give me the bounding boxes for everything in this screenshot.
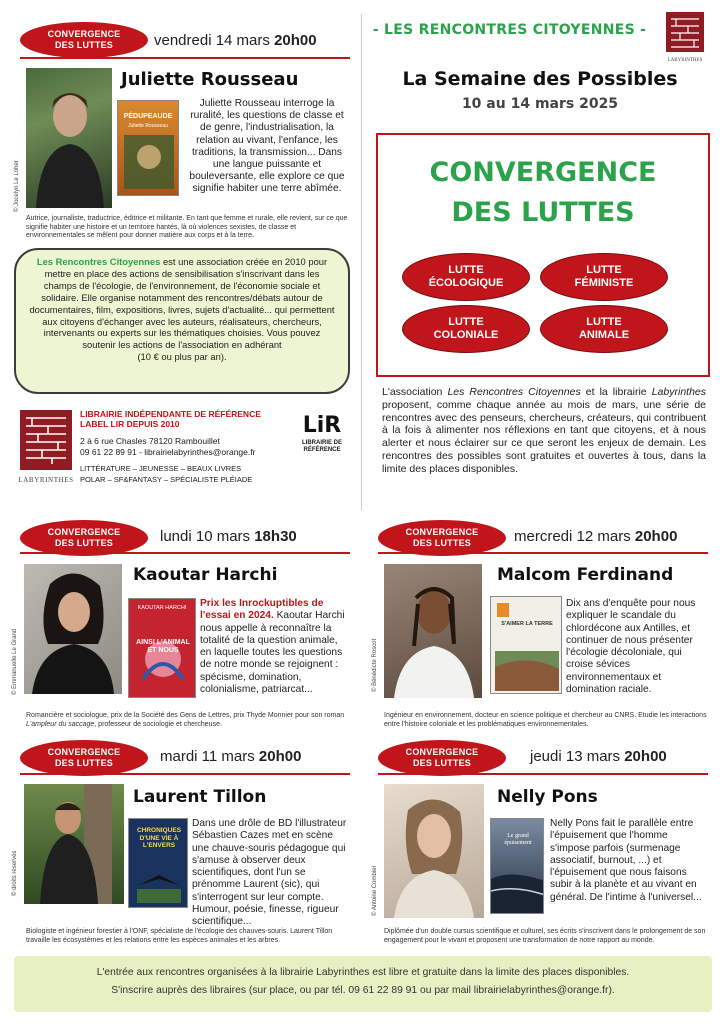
lutte-label: ANIMALE [578, 329, 630, 341]
author-bio: Biologiste et ingénieur forestier à l'ONF, spécialiste de l'écologie des chauves-souris. Laurent Tillon travaille les écosystèmes et les relations entre les espèces animales et les arbres. [26, 928, 333, 944]
librairie-info [80, 409, 290, 485]
book-art-icon [491, 597, 562, 694]
brand-title: - LES RENCONTRES CITOYENNES - [372, 22, 647, 38]
description-text: Kaoutar Harchi nous appelle à reconnaître la totalité de la question animale, en laquelle toutes les questions de notre monde se rejoignent : spécisme, domination, colonialisme, patriarcat... [200, 610, 345, 696]
lutte-animale [540, 305, 668, 353]
book-title: Le grand épuisement [504, 833, 532, 846]
badge-line2: DES LUTTES [54, 538, 113, 548]
author-bio: Ingénieur en environnement, docteur en science politique et chercheur au CNRS. Etudie les interactions entre l'histoire coloniale et les problématiques environnementales. [384, 712, 707, 728]
lutte-label: ÉCOLOGIQUE [428, 277, 504, 289]
book-author: Juliette Rousseau [128, 123, 168, 129]
event-date [530, 748, 667, 765]
bio-book: L'ampleur du saccage [26, 720, 95, 728]
portrait-icon [26, 68, 112, 208]
intro-text [382, 386, 706, 476]
divider [20, 57, 350, 59]
event-date [160, 748, 301, 765]
lutte-ecologique [402, 253, 530, 301]
lutte-coloniale [402, 305, 530, 353]
convergence-title-1: CONVERGENCE [429, 157, 657, 188]
photo-credit: © Antoine Combier [372, 865, 378, 916]
portrait-icon [384, 784, 484, 918]
event-description: Juliette Rousseau interroge la ruralité, les questions de classe et de genre, l'industrialisation, la relation au vivant, l'enfance, les traditions, la transmission... Dans une langue puissante et bouleversante, elle explore ce que signifie habiter une terre abîmée. [189, 98, 345, 195]
lutte-label: FÉMINISTE [574, 277, 634, 289]
association-text: est une association créée en 2010 pour mettre en place des actions de sensibilisation s'inscrivant dans les champs de l'écologie, de l'environnement, de l'économie sociale et solidaire. Elle organise notamment des rencontres/débats autour de documentaires, film, expositions, livres, sujets d'actualité... qui permettent aux citoyens d'échanger avec les auteurs, réalisateurs, chercheurs, intervenants ou experts sur les thématiques choisies. [29, 256, 335, 339]
author-photo [24, 784, 124, 904]
association-fee: (10 € ou plus par an). [137, 351, 227, 363]
book-cover [128, 818, 188, 908]
divider [20, 773, 350, 775]
footer-line2: S'inscrire auprès des libraires (sur place, ou par tél. 09 61 22 89 91 ou par mail librairielabyrinthes@orange.fr). [111, 985, 615, 996]
footer-line1: L'entrée aux rencontres organisées à la librairie Labyrinthes est libre et gratuite dans la limite des places disponibles. [96, 967, 630, 978]
book-title: S'AIMER LA TERRE [501, 621, 553, 627]
event-date [514, 528, 677, 545]
photo-credit: © Jocelyn Le Loher [14, 160, 20, 212]
convergence-title-2: DES LUTTES [451, 197, 635, 228]
intro-part: et la librairie [585, 386, 647, 398]
librairie-contact: 09 61 22 89 91 - librairielabyrinthes@orange.fr [80, 447, 256, 457]
event-description: Nelly Pons fait le parallèle entre l'épuisement que l'homme s'impose parfois (surmenage associatif, burnout, ...) et l'épuisement que nous faisons subir à la planète et au vivant en général. De l'intime à l'universel... [550, 818, 702, 903]
association-name: Les Rencontres Citoyennes [36, 256, 161, 267]
librairie-line2: LABEL LIR DEPUIS 2010 [80, 419, 180, 429]
author-name: Malcom Ferdinand [497, 565, 674, 585]
time-text: 20h00 [624, 748, 667, 765]
author-bio: Diplômée d'un double cursus scientifique et culturel, ses écrits s'inscrivent dans le prolongement de son engagement pour le vivant et proposent une transformation de notre rapport au monde. [384, 928, 706, 944]
intro-part: L'association [382, 386, 443, 398]
lir-caption: LIBRAIRIE DE RÉFÉRENCE [301, 440, 342, 453]
logo-label: LABYRINTHES [667, 58, 703, 63]
event-description [200, 598, 350, 696]
labyrinth-icon [18, 408, 74, 472]
labyrinth-icon [664, 10, 706, 54]
lutte-label: LUTTE [586, 264, 622, 276]
intro-lib: Labyrinthes [651, 386, 707, 398]
book-title: AINSI L'ANIMAL ET NOUS [136, 639, 190, 654]
time-text: 18h30 [254, 528, 297, 545]
book-cover [128, 598, 196, 698]
convergence-badge [20, 520, 148, 556]
page-title: La Semaine des Possibles [402, 68, 678, 90]
lir-logo [294, 414, 350, 484]
badge-line2: DES LUTTES [54, 40, 113, 50]
author-name: Nelly Pons [497, 787, 598, 807]
date-text: vendredi 14 mars [154, 32, 270, 49]
bio-text: Romancière et sociologue, prix de la Société des Gens de Lettres, prix Thyde Monnier pour son roman [26, 712, 345, 719]
bio-text: , professeur de sociologie et chercheuse. [94, 720, 222, 728]
photo-credit: © droits réservés [12, 850, 18, 896]
event-description: Dans une drôle de BD l'illustrateur Sébastien Cazes met en scène une chauve-souris pédagogue qui s'amuse à observer deux scientifiques, dont l'un se prénomme Laurent (sic), qui s'interrogent sur leur compte. Humour, poésie, finesse, rigueur scientifique... [192, 818, 347, 928]
divider [378, 773, 708, 775]
column-divider [361, 14, 362, 510]
lutte-label: LUTTE [448, 264, 484, 276]
convergence-badge [20, 22, 148, 58]
date-text: jeudi 13 mars [530, 748, 621, 765]
date-text: mardi 11 mars [160, 748, 255, 765]
time-text: 20h00 [274, 32, 317, 49]
librairie-genres1: LITTÉRATURE – JEUNESSE – BEAUX LIVRES [80, 464, 242, 473]
time-text: 20h00 [634, 528, 678, 545]
badge-line1: CONVERGENCE [47, 527, 121, 537]
book-title: PÉDUPEAUDE [123, 113, 173, 120]
intro-part: proposent, comme chaque année au mois de mars, une série de rencontres avec des penseurs, chercheurs, créateurs, qui contribuent à la fois à alimenter nos réflexions en tant que citoyens, et à nous alerter et nous éclairer sur ce que seront les enjeux de demain. Les rencontres des possibles sont gratuites et ouvertes à tous, dans la limite des places disponibles. [382, 398, 706, 475]
header-logo [664, 10, 706, 62]
badge-line1: CONVERGENCE [47, 29, 121, 39]
event-description: Dix ans d'enquête pour nous expliquer le scandale du chlordécone aux Antilles, et continuer de nous présenter l'écologie décoloniale, qui croise sévices environnementaux et domination raciale. [566, 598, 696, 696]
convergence-badge [378, 740, 506, 776]
lutte-feministe [540, 253, 668, 301]
lutte-label: COLONIALE [433, 329, 499, 341]
lutte-label: LUTTE [448, 316, 484, 328]
divider [378, 552, 708, 554]
portrait-icon [384, 564, 482, 698]
convergence-box [376, 133, 710, 377]
association-support: Vous pouvez soutenir les actions de l'association en adhérant [82, 327, 321, 351]
author-name: Juliette Rousseau [121, 69, 299, 90]
divider [20, 552, 350, 554]
book-cover [490, 818, 544, 914]
event-date [160, 528, 297, 545]
author-name: Laurent Tillon [133, 787, 267, 807]
author-bio [26, 712, 352, 729]
convergence-badge [378, 520, 506, 556]
author-photo [24, 564, 122, 694]
author-photo [26, 68, 112, 208]
book-art-icon [118, 101, 179, 196]
convergence-badge [20, 740, 148, 776]
badge-line1: CONVERGENCE [47, 747, 121, 757]
page-dates: 10 au 14 mars 2025 [461, 96, 619, 112]
badge-line2: DES LUTTES [54, 758, 113, 768]
book-cover [490, 596, 562, 694]
portrait-icon [24, 564, 122, 694]
lutte-label: LUTTE [586, 316, 622, 328]
intro-assoc: Les Rencontres Citoyennes [447, 386, 581, 398]
author-bio: Autrice, journaliste, traductrice, éditrice et militante. En tant que femme et rurale, elle revient, sur ce que signifie habiter une histoire et un territoire hantés, là où violences sexistes, de classe et environnementales se mêlent pour donner matière aux corps et à la terre. [26, 215, 348, 240]
book-title: CHRONIQUES D'UNE VIE À L'ENVERS [136, 827, 182, 849]
badge-line1: CONVERGENCE [405, 747, 479, 757]
book-art-icon [491, 819, 544, 914]
badge-line2: DES LUTTES [412, 538, 471, 548]
time-text: 20h00 [258, 748, 302, 765]
badge-line2: DES LUTTES [412, 758, 471, 768]
book-art-icon [129, 819, 188, 908]
portrait-icon [24, 784, 124, 904]
author-name: Kaoutar Harchi [133, 565, 278, 585]
event-date [154, 32, 317, 49]
date-text: lundi 10 mars [160, 528, 251, 545]
author-photo [384, 564, 482, 698]
book-cover [117, 100, 179, 196]
association-panel [14, 248, 350, 394]
prize-text: Prix les Inrockuptibles de l'essai en 2024. [200, 598, 324, 622]
photo-credit: © Emmanuelle Le Grand [12, 628, 18, 695]
librairie-line1: LIBRAIRIE INDÉPENDANTE DE RÉFÉRENCE [80, 409, 261, 419]
badge-line1: CONVERGENCE [405, 527, 479, 537]
lir-logo-text: LiR [302, 413, 342, 438]
author-photo [384, 784, 484, 918]
librairie-genres2: POLAR – SF&FANTASY – SPÉCIALISTE PLÉIADE [80, 475, 253, 484]
logo-label: LABYRINTHES [18, 476, 74, 484]
librairie-address: 2 à 6 rue Chasles 78120 Rambouillet [80, 436, 220, 446]
labyrinthes-logo [18, 408, 74, 488]
date-text: mercredi 12 mars [514, 528, 631, 545]
photo-credit: © Bénédicte Roscot [372, 638, 378, 692]
book-author: KAOUTAR HARCHI [137, 605, 187, 611]
footer-banner [14, 956, 712, 1012]
